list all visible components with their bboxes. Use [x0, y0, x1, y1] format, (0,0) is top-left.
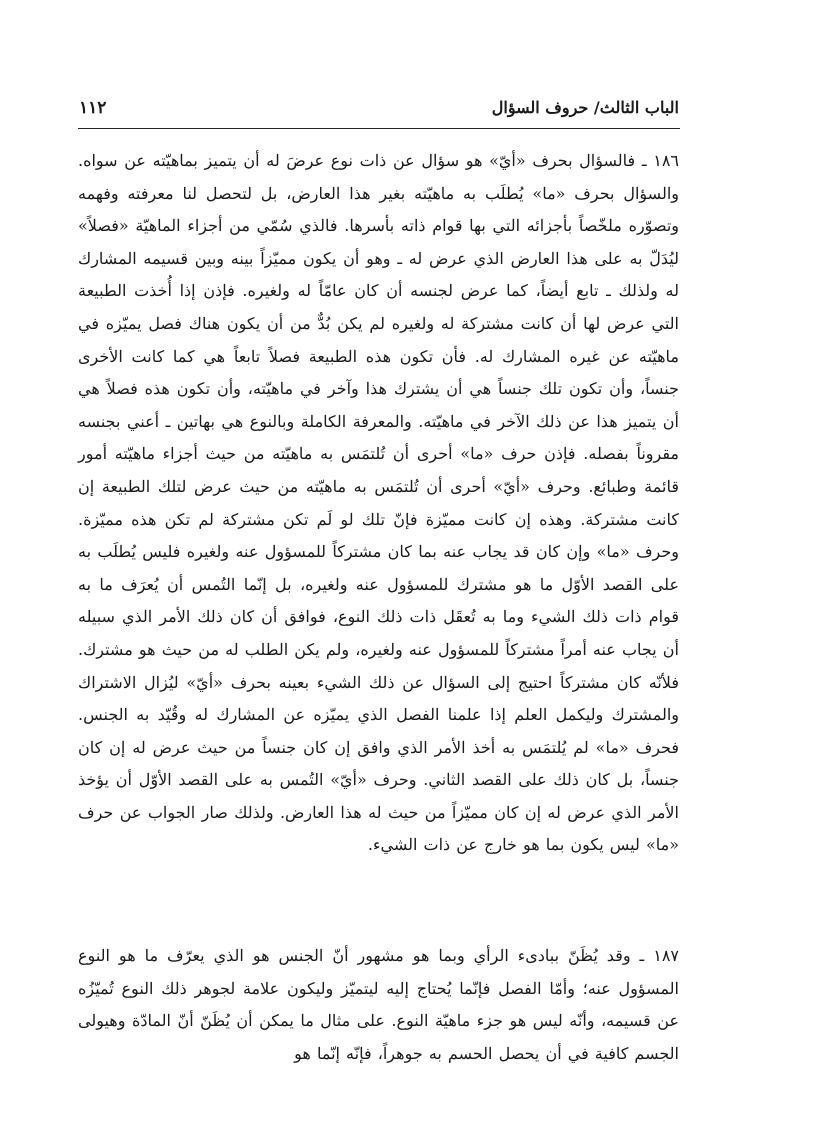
paragraph-187 — [78, 940, 679, 1070]
paragraph-number: ١٨٦ — [653, 151, 679, 170]
running-header — [79, 97, 679, 127]
chapter-title: الباب الثالث/ حروف السؤال — [491, 98, 679, 117]
paragraph-186 — [78, 145, 679, 862]
header-divider — [78, 128, 680, 129]
paragraph-text: ـ فالسؤال بحرف «أيّ» هو سؤال عن ذات نوع عرضَ له أن يتميز بماهيّته عن سواه. والسؤال بحرف «ما» يُطلَب به ماهيّته بغير هذا العارض، بل لتحصل لنا معرفته وفهمه وتصوّره ملخّصاً بأجزائه التي بها قوام ذاته بأسرها. فالذي سُمّي من أجزاء الماهيّة «فصلاً» ليُدَلّ به على هذا العارض الذي عرض له ـ وهو أن يكون مميّزاً بينه وبين قسيمه المشارك له ولذلك ـ تابع أيضاً، كما عرض لجنسه أن كان عامّاً له ولغيره. فإذن إذا أُخذت الطبيعة التي عرض لها أن كانت مشتركة له ولغيره لم يكن بُدٌّ من أن يكون هناك فصل يميّزه في ماهيّته عن غيره المشارك له. فأن تكون هذه الطبيعة فصلاً تابعاً هي كما كانت الأخرى جنساً، وأن تكون تلك جنساً هي أن يشترك هذا وآخر في ماهيّته، وأن تكون هذه فصلاً هي أن يتميز هذا عن ذلك الآخر في ماهيّته. والمعرفة الكاملة وبالنوع هي بهاتين ـ أعني بجنسه مقروناً بفصله. فإذن حرف «ما» أحرى أن تُلتمَس به ماهيّته من حيث أجزاء ماهيّته أمور قائمة وطبائع. وحرف «أيّ» أحرى أن تُلتمَس به ماهيّته من حيث عرض لتلك الطبيعة إن كانت مشتركة. وهذه إن كانت مميّزة فإنّ تلك لو لَم تكن مشتركة لم تكن هذه مميّزة. وحرف «ما» وإن كان قد يجاب عنه بما كان مشتركاً للمسؤول عنه ولغيره فليس يُطلَب به على القصد الأوّل ما هو مشترك للمسؤول عنه ولغيره، بل إنّما التُمس أن يُعرَف ما به قوام ذات ذلك الشيء وما به تُعقَل ذات ذلك النوع، فوافق أن كان ذلك الأمر الذي سبيله أن يجاب عنه أمراً مشتركاً للمسؤول عنه ولغيره، ولم يكن الطلب له من حيث هو مشترك. فلأنّه كان مشتركاً احتيج إلى السؤال عن ذلك الشيء بعينه بحرف «أيّ» ليُزال الاشتراك والمشترك وليكمل العلم إذا علمنا الفصل الذي يميّزه عن المشارك له وقُيّد به الجنس. فحرف «ما» لم يُلتمَس به أخذ الأمر الذي وافق إن كان جنساً من حيث عرض له إن كان جنساً، بل كان ذلك على القصد الثاني. وحرف «أيّ» التُمس به على القصد الأوّل أن يؤخذ الأمر الذي عرض له إن كان مميّزاً من حيث له هذا العارض. ولذلك صار الجواب عن حرف «ما» ليس يكون بما هو خارج عن ذات الشيء. — [78, 151, 680, 855]
paragraph-text: ـ وقد يُظَنّ ببادىء الرأي وبما هو مشهور أنّ الجنس هو الذي يعرّف ما هو النوع المسؤول عنه؛ وأمّا الفصل فإنّما يُحتاج إليه ليتميّز وليكون علامة لجوهر ذلك النوع تُميّزُه عن قسيمه، وأنّه ليس هو جزء ماهيّة النوع. على مثال ما يمكن أن يُظَنّ أنّ المادّة وهيولى الجسم كافية في أن يحصل الحسم به جوهراً، فإنّه إنّما هو — [78, 946, 679, 1063]
paragraph-number: ١٨٧ — [653, 946, 679, 965]
page-number: ١١٢ — [79, 98, 107, 118]
